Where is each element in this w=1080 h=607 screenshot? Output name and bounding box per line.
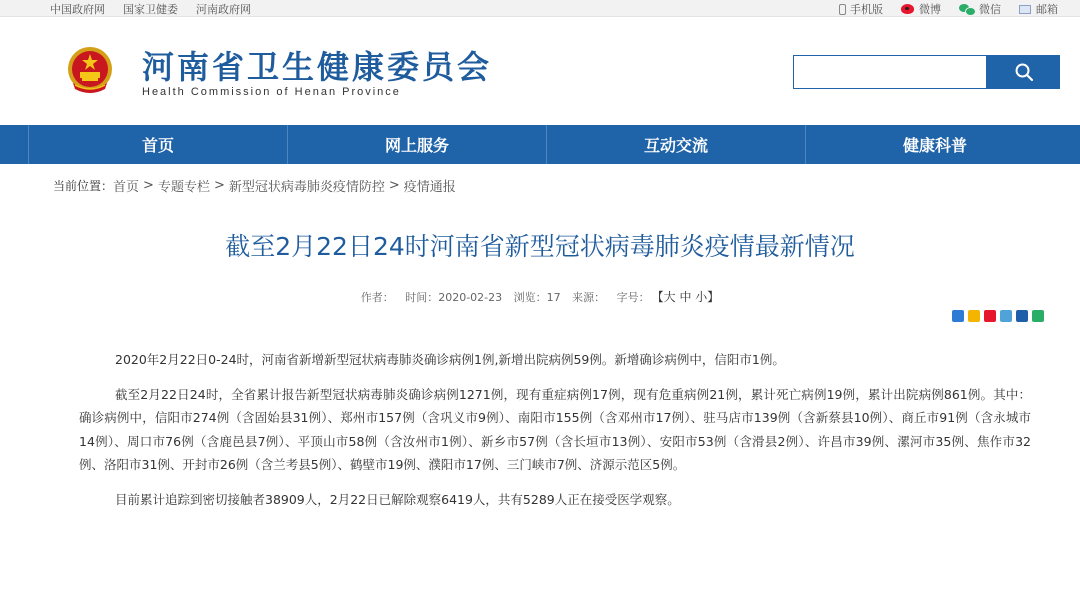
breadcrumb-lead: 当前位置： — [53, 179, 114, 193]
mail-label: 邮箱 — [1036, 3, 1058, 16]
top-right-links — [821, 1, 1058, 17]
weibo-link[interactable] — [901, 1, 941, 17]
article-paragraph: 2020年2月22日0-24时，河南省新增新型冠状病毒肺炎确诊病例1例,新增出院病例59例。新增确诊病例中，信阳市1例。 — [115, 352, 785, 367]
link-henan-gov[interactable]: 河南政府网 — [196, 3, 251, 16]
mail-link[interactable] — [1019, 1, 1058, 17]
meta-fontsize-label: 字号： — [616, 291, 650, 304]
top-bar — [0, 0, 1080, 17]
article-paragraph: 目前累计追踪到密切接触者38909人，2月22日已解除观察6419人，共有5289人正在接受医学观察。 — [115, 491, 680, 507]
main-nav — [0, 125, 1080, 164]
wechat-label: 微信 — [979, 3, 1001, 16]
share-qzone-icon[interactable] — [968, 310, 980, 322]
share-renren-icon[interactable] — [1016, 310, 1028, 322]
mail-icon — [1019, 5, 1031, 14]
site-title: 河南省卫生健康委员会 — [142, 48, 493, 86]
share-bar — [952, 310, 1044, 322]
nav-home[interactable]: 首页 — [28, 125, 287, 164]
link-nhc[interactable]: 国家卫健委 — [123, 3, 178, 16]
search-button[interactable] — [987, 55, 1060, 89]
breadcrumb-bulletin[interactable]: 疫情通报 — [403, 180, 456, 195]
meta-views: 浏览：17 — [513, 291, 561, 304]
article-title: 截至2月22日24时河南省新型冠状病毒肺炎疫情最新情况 — [225, 232, 855, 261]
share-weibo-icon[interactable] — [984, 310, 996, 322]
share-tencent-weibo-icon[interactable] — [1000, 310, 1012, 322]
meta-time: 时间：2020-02-23 — [405, 291, 503, 304]
breadcrumb-special[interactable]: 专题专栏 — [157, 180, 210, 195]
national-emblem-icon[interactable] — [65, 45, 115, 97]
breadcrumb-separator: > — [213, 178, 225, 193]
breadcrumb-covid[interactable]: 新型冠状病毒肺炎疫情防控 — [228, 180, 385, 195]
article-paragraph: 截至2月22日24时，全省累计报告新型冠状病毒肺炎确诊病例1271例，现有重症病例17例，现有危重病例21例，累计死亡病例19例，累计出院病例861例。其中：确诊病例中，信阳市274例（含固始县31例）、郑州市157例（含巩义市9例）、南阳市155例（含邓州市17例）、驻马店市139例（含新蔡县10例）、商丘市91例（含永城市14例）、周口市76例（含鹿邑县7例）、平顶山市58例（含汝州市1例）、新乡市57例（含长垣市13例）、安阳市53例（含滑县2例）、许昌市39例、漯河市35例、焦作市32例、洛阳市31例、开封市26例（含兰考县5例）、鹤壁市19例、濮阳市17例、三门峡市7例、济源示范区5例。 — [79, 386, 1031, 473]
breadcrumb-separator: > — [143, 178, 154, 193]
meta-author: 作者： — [360, 291, 394, 304]
wechat-link[interactable] — [959, 1, 1001, 17]
article-body — [79, 348, 1031, 523]
share-more-icon[interactable] — [952, 310, 964, 322]
phone-icon — [839, 4, 846, 15]
link-gov-cn[interactable]: 中国政府网 — [50, 3, 105, 16]
top-links — [50, 1, 269, 17]
share-wechat-icon[interactable] — [1032, 310, 1044, 322]
wechat-icon — [959, 4, 974, 15]
nav-health-science[interactable]: 健康科普 — [805, 125, 1064, 164]
nav-online-service[interactable]: 网上服务 — [287, 125, 546, 164]
font-size-switcher[interactable]: 【大 中 小】 — [657, 290, 720, 304]
breadcrumb-separator: > — [388, 178, 400, 193]
mobile-label: 手机版 — [850, 3, 883, 16]
search-icon — [1014, 62, 1034, 82]
site-subtitle: Health Commission of Henan Province — [142, 86, 401, 98]
weibo-icon — [901, 4, 914, 14]
weibo-label: 微博 — [919, 3, 941, 16]
article-meta — [0, 288, 1080, 305]
mobile-link[interactable] — [839, 1, 883, 17]
search-input[interactable] — [793, 55, 987, 89]
nav-interaction[interactable]: 互动交流 — [546, 125, 805, 164]
breadcrumb-home[interactable]: 首页 — [113, 180, 140, 195]
breadcrumb — [53, 176, 456, 195]
meta-source: 来源： — [572, 291, 606, 304]
